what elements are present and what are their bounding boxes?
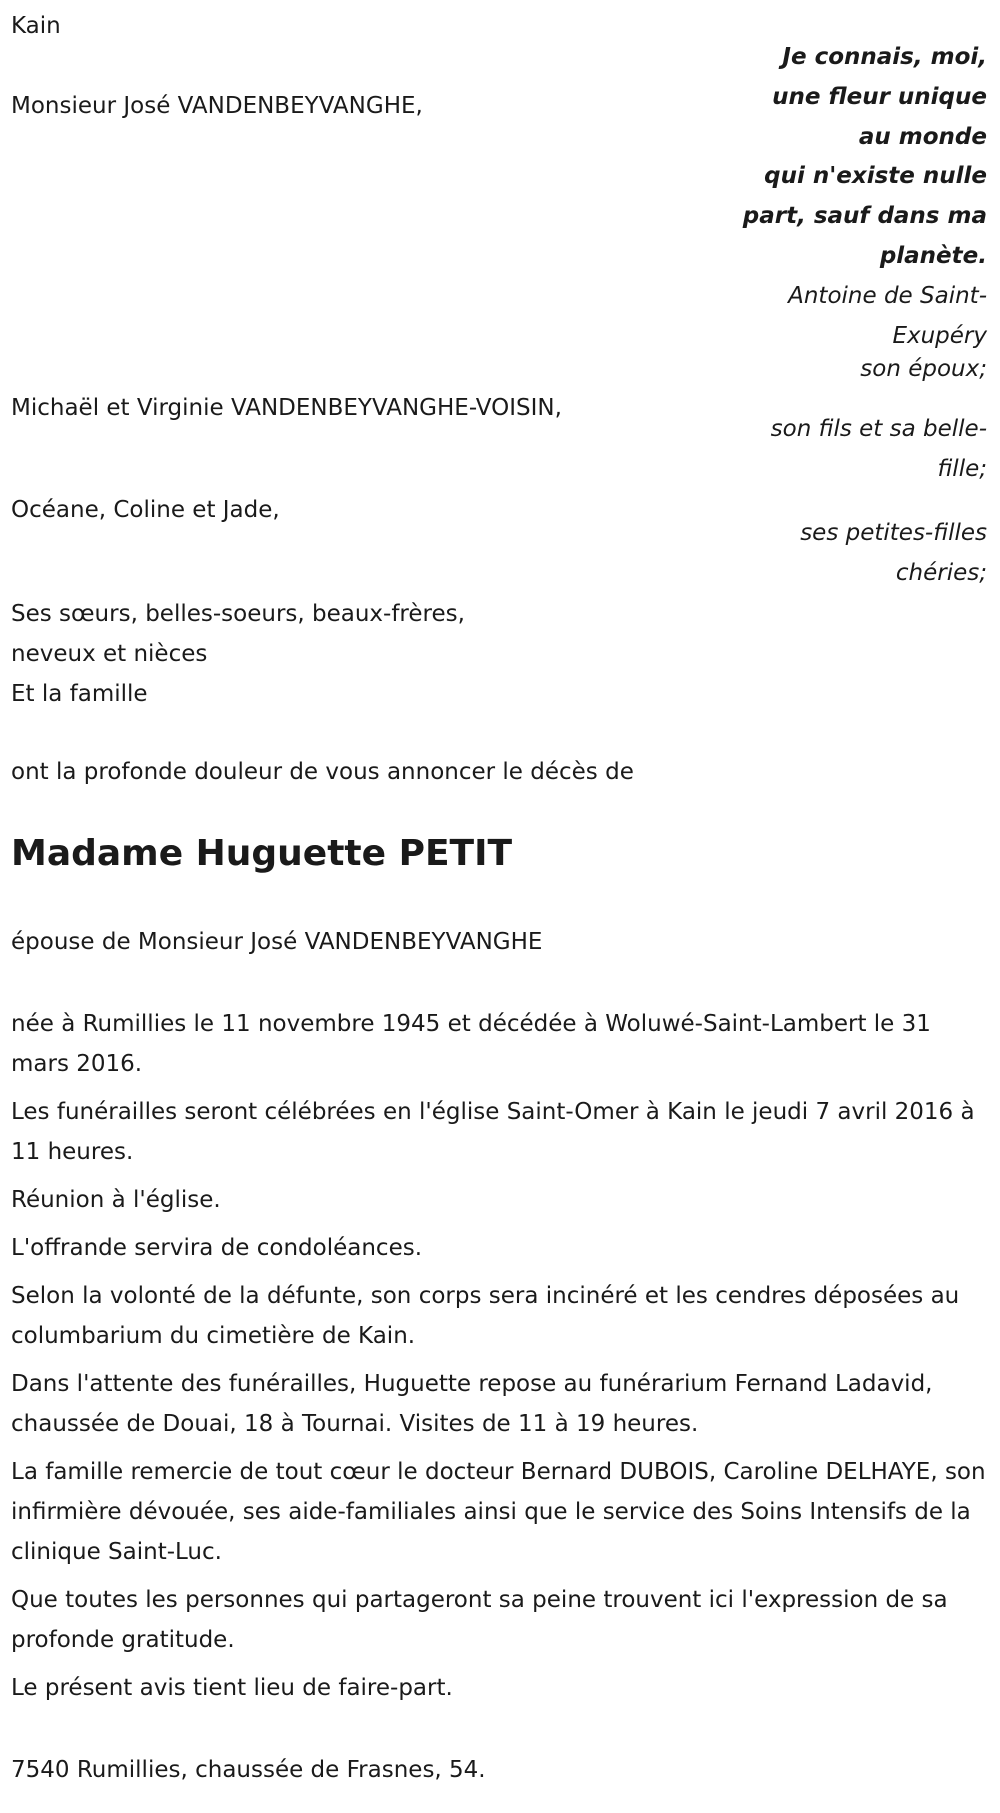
- quote-line: part, sauf dans ma: [742, 203, 987, 230]
- detail-paragraph: Que toutes les personnes qui partageront sa peine trouvent ici l'expression de sa profonde gratitude.: [11, 1587, 948, 1653]
- quote-line: une fleur unique: [772, 83, 987, 110]
- spouse-name: Monsieur José VANDENBEYVANGHE,: [11, 93, 423, 119]
- detail-paragraph: Les funérailles seront célébrées en l'église Saint-Omer à Kain le jeudi 7 avril 2016 à 11 heures.: [11, 1099, 975, 1165]
- relation-line: son époux;: [860, 356, 987, 382]
- epigraph-quote: [727, 38, 987, 356]
- detail-paragraph: L'offrande servira de condoléances.: [11, 1235, 423, 1261]
- family-line: Et la famille: [11, 681, 148, 707]
- quote-line: planète.: [879, 242, 987, 269]
- location-header: Kain: [11, 13, 61, 39]
- grandchildren-relation: [727, 514, 987, 594]
- detail-paragraph: Dans l'attente des funérailles, Huguette repose au funérarium Fernand Ladavid, chaussée de Douai, 18 à Tournai. Visites de 11 à 19 heures.: [11, 1371, 933, 1437]
- obituary-details: [11, 1004, 989, 1716]
- spouse-of-text: épouse de Monsieur José VANDENBEYVANGHE: [11, 929, 543, 955]
- quote-author-line: Exupéry: [892, 322, 987, 349]
- son-name: Michaël et Virginie VANDENBEYVANGHE-VOISIN,: [11, 395, 562, 421]
- family-line: Ses sœurs, belles-soeurs, beaux-frères,: [11, 601, 465, 627]
- address-text: 7540 Rumillies, chaussée de Frasnes, 54.: [11, 1757, 486, 1783]
- quote-line: qui n'existe nulle: [764, 163, 987, 190]
- relation-line: chéries;: [895, 559, 987, 586]
- quote-line: au monde: [858, 123, 987, 150]
- relation-line: son fils et sa belle-: [770, 416, 987, 442]
- deceased-name: Madame Huguette PETIT: [11, 833, 513, 874]
- detail-paragraph: née à Rumillies le 11 novembre 1945 et décédée à Woluwé-Saint-Lambert le 31 mars 2016.: [11, 1011, 931, 1077]
- detail-paragraph: Selon la volonté de la défunte, son corps sera incinéré et les cendres déposées au columbarium du cimetière de Kain.: [11, 1283, 960, 1349]
- detail-paragraph: Réunion à l'église.: [11, 1187, 221, 1213]
- other-family: [11, 594, 465, 714]
- grandchildren-name: Océane, Coline et Jade,: [11, 497, 280, 523]
- family-line: neveux et nièces: [11, 641, 208, 667]
- relation-line: ses petites-filles: [800, 520, 987, 546]
- relation-line: fille;: [937, 455, 987, 482]
- quote-line: Je connais, moi,: [782, 44, 987, 70]
- spouse-relation: [727, 350, 987, 390]
- detail-paragraph: Le présent avis tient lieu de faire-part.: [11, 1675, 453, 1701]
- quote-author-line: Antoine de Saint-: [788, 282, 987, 309]
- detail-paragraph: La famille remercie de tout cœur le docteur Bernard DUBOIS, Caroline DELHAYE, son infirmière dévouée, ses aide-familiales ainsi que le service des Soins Intensifs de la clinique Saint-Luc.: [11, 1459, 986, 1565]
- son-relation: [727, 410, 987, 490]
- announcement-text: ont la profonde douleur de vous annoncer le décès de: [11, 759, 634, 785]
